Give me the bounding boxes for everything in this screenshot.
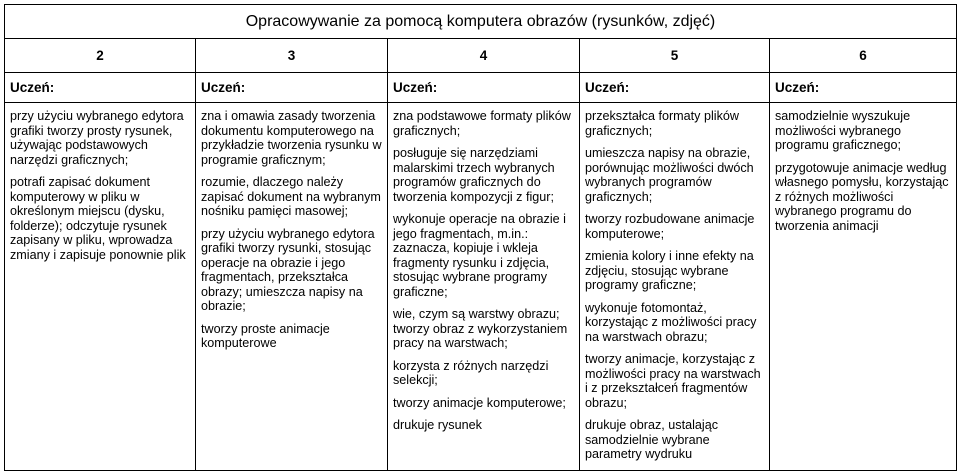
grade-row — [5, 39, 957, 73]
grade-6-cell — [770, 103, 957, 471]
student-label: Uczeń: — [196, 73, 388, 103]
requirement-item: przy użyciu wybranego edytora grafiki tworzy rysunki, stosując operacje na obrazie i jego fragmentach, przekształca obrazy; umieszcza napisy na obrazie; — [201, 226, 375, 313]
grade-header: 4 — [388, 39, 580, 73]
requirement-item: tworzy animacje komputerowe; — [393, 395, 566, 410]
requirement-item: przekształca formaty plików graficznych; — [585, 109, 739, 138]
grade-header: 3 — [196, 39, 388, 73]
requirement-item: drukuje obraz, ustalając samodzielnie wybrane parametry wydruku — [585, 418, 719, 461]
student-label: Uczeń: — [770, 73, 957, 103]
requirement-item: potrafi zapisać dokument komputerowy w pliku w określonym miejscu (dysku, folderze); odczytuje rysunek zapisany w pliku, wprowadza zmiany i zapisuje ponownie plik — [10, 175, 186, 262]
grade-header: 6 — [770, 39, 957, 73]
grade-3-cell — [196, 103, 388, 471]
requirement-item: zmienia kolory i inne efekty na zdjęciu, stosując wybrane programy graficzne; — [585, 249, 754, 292]
grade-4-cell — [388, 103, 580, 471]
student-label: Uczeń: — [5, 73, 196, 103]
requirement-item: zna podstawowe formaty plików graficznych; — [393, 109, 571, 138]
requirement-item: posługuje się narzędziami malarskimi trzech wybranych programów graficznych do tworzenia kompozycji z figur; — [393, 146, 555, 204]
title-row — [5, 5, 957, 39]
requirement-item: tworzy animacje, korzystając z możliwości pracy na warstwach i z przekształceń fragmentów obrazu; — [585, 352, 761, 410]
grade-5-cell — [580, 103, 770, 471]
student-label: Uczeń: — [388, 73, 580, 103]
grade-header: 2 — [5, 39, 196, 73]
requirement-item: przy użyciu wybranego edytora grafiki tworzy prosty rysunek, używając podstawowych narzędzi graficznych; — [10, 109, 184, 167]
requirement-item: wykonuje fotomontaż, korzystając z możliwości pracy na warstwach obrazu; — [585, 300, 757, 344]
grade-2-cell — [5, 103, 196, 471]
requirements-table — [4, 4, 957, 471]
requirement-item: samodzielnie wyszukuje możliwości wybranego programu graficznego; — [775, 109, 911, 152]
student-label-row — [5, 73, 957, 103]
requirement-item: przygotowuje animacje według własnego pomysłu, korzystając z różnych możliwości wybranego programu do tworzenia animacji — [775, 160, 949, 233]
requirement-item: korzysta z różnych narzędzi selekcji; — [393, 358, 549, 387]
requirement-item: tworzy rozbudowane animacje komputerowe; — [585, 212, 755, 241]
requirement-item: umieszcza napisy na obrazie, porównując możliwości dwóch wybranych programów graficznych; — [585, 146, 754, 204]
requirement-item: wykonuje operacje na obrazie i jego fragmentach, m.in.: zaznacza, kopiuje i wkleja fragmenty rysunku i zdjęcia, stosując wybrane programy graficzne; — [393, 212, 566, 299]
requirement-item: tworzy proste animacje komputerowe — [201, 321, 330, 350]
requirement-item: rozumie, dlaczego należy zapisać dokument na wybranym nośniku pamięci masowej; — [201, 175, 381, 218]
content-row — [5, 103, 957, 471]
grade-header: 5 — [580, 39, 770, 73]
requirement-item: zna i omawia zasady tworzenia dokumentu komputerowego na przykładzie tworzenia rysunku w programie graficznym; — [201, 109, 382, 167]
requirement-item: wie, czym są warstwy obrazu; tworzy obraz z wykorzystaniem pracy na warstwach; — [393, 307, 568, 350]
student-label: Uczeń: — [580, 73, 770, 103]
table-title: Opracowywanie za pomocą komputera obrazów (rysunków, zdjęć) — [5, 5, 957, 39]
requirement-item: drukuje rysunek — [393, 418, 482, 432]
